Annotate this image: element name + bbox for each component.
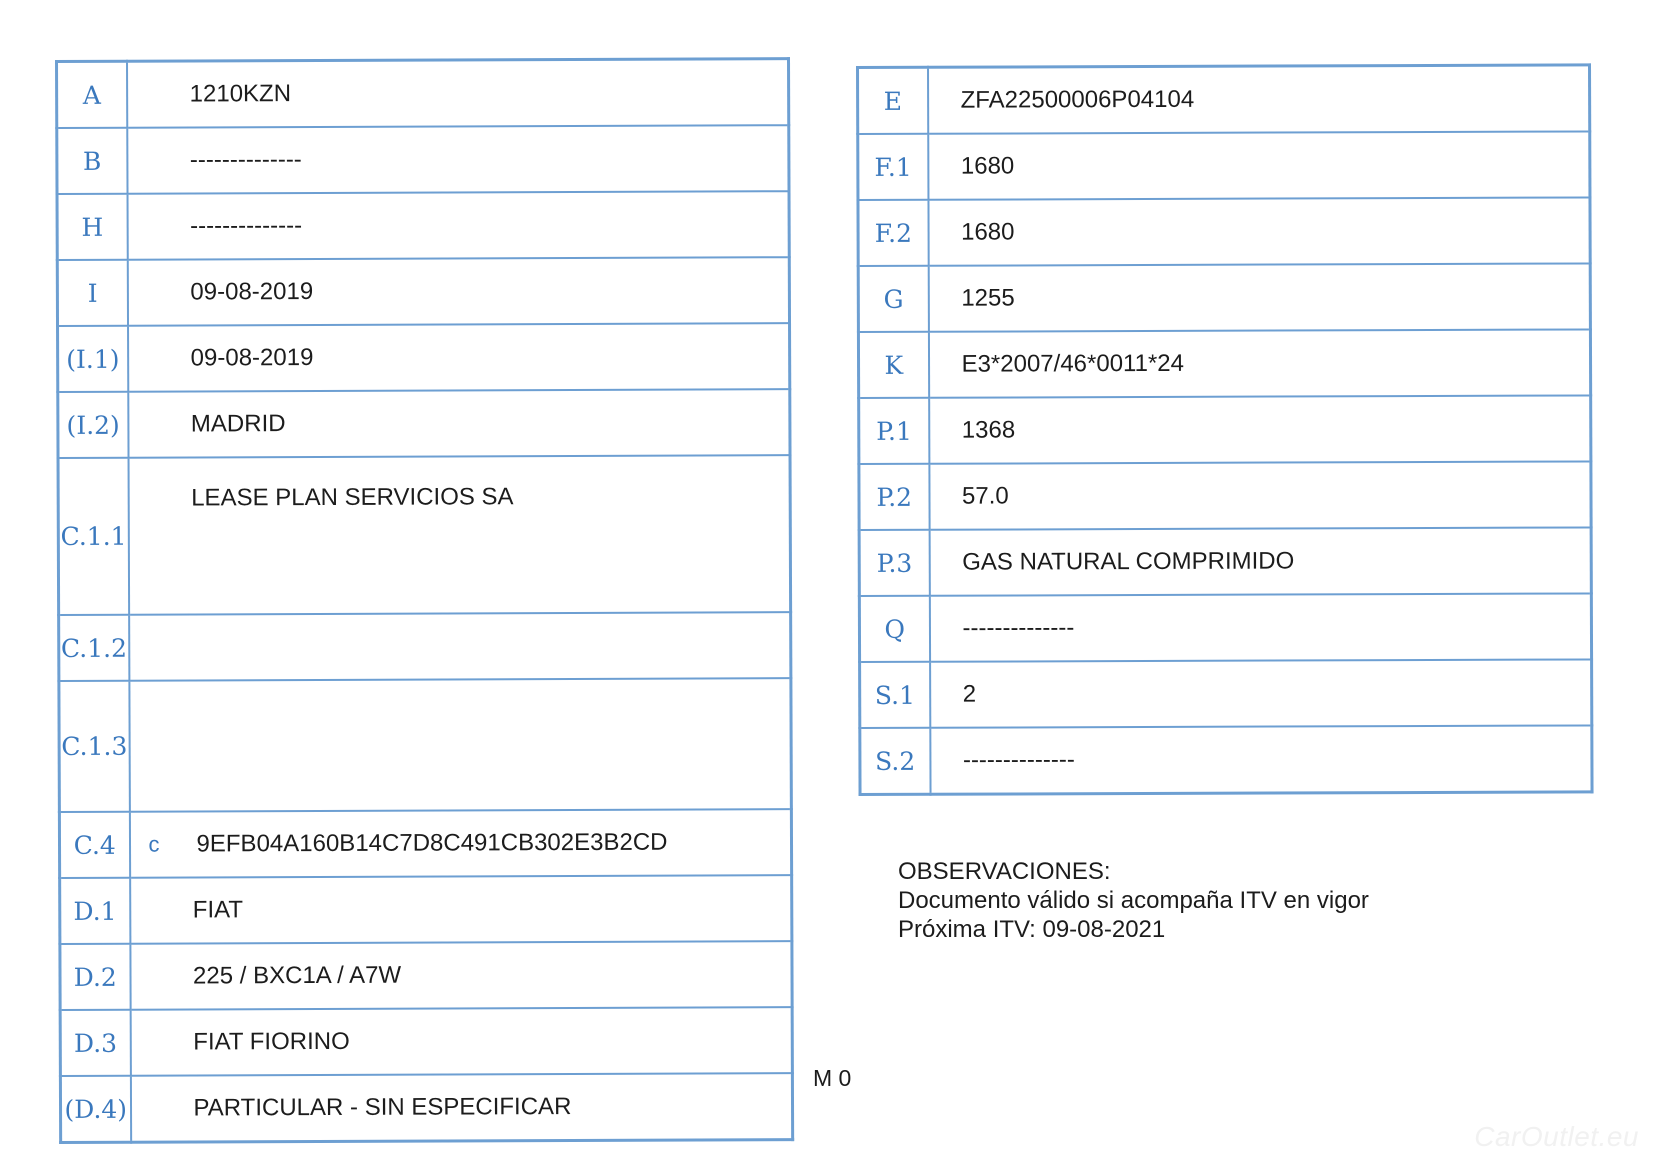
field-code: F.2 bbox=[858, 200, 928, 266]
field-code: B bbox=[57, 128, 127, 194]
field-value bbox=[129, 678, 791, 812]
left-fields-table bbox=[55, 57, 794, 1144]
field-code: E bbox=[858, 67, 928, 134]
field-value: 57.0 bbox=[929, 461, 1591, 529]
c4-content bbox=[148, 828, 790, 858]
field-value: 1255 bbox=[928, 263, 1590, 331]
watermark: CarOutlet.eu bbox=[1474, 1121, 1639, 1152]
field-value: PARTICULAR - SIN ESPECIFICAR bbox=[130, 1073, 792, 1142]
row-h bbox=[57, 191, 789, 260]
field-value bbox=[129, 612, 791, 681]
right-fields-table bbox=[856, 63, 1594, 796]
field-code: C.1.2 bbox=[59, 615, 129, 681]
row-c11 bbox=[58, 455, 791, 615]
field-value: -------------- bbox=[930, 725, 1592, 794]
field-code: P.1 bbox=[859, 398, 929, 464]
row-g bbox=[858, 263, 1590, 332]
field-value: FIAT bbox=[130, 875, 792, 944]
field-value: FIAT FIORINO bbox=[130, 1007, 792, 1076]
observaciones-block bbox=[898, 857, 1369, 944]
row-i bbox=[57, 257, 789, 326]
field-value: ZFA22500006P04104 bbox=[928, 65, 1590, 134]
row-d1 bbox=[60, 875, 792, 944]
field-code: H bbox=[57, 194, 127, 260]
row-c12 bbox=[59, 612, 791, 681]
row-k bbox=[858, 329, 1590, 398]
row-q bbox=[859, 593, 1591, 662]
row-s2 bbox=[860, 725, 1592, 794]
row-p2 bbox=[859, 461, 1591, 530]
row-a bbox=[57, 59, 789, 128]
field-value: 1210KZN bbox=[127, 59, 789, 128]
row-d4 bbox=[60, 1073, 792, 1142]
field-code: I bbox=[57, 260, 127, 326]
observaciones-line: Documento válido si acompaña ITV en vigor bbox=[898, 887, 1369, 914]
field-value: 09-08-2019 bbox=[127, 257, 789, 326]
field-value: 1368 bbox=[929, 395, 1591, 463]
row-f1 bbox=[858, 131, 1590, 200]
field-code: K bbox=[858, 332, 928, 398]
field-value: 09-08-2019 bbox=[128, 323, 790, 392]
field-code: D.2 bbox=[60, 944, 130, 1010]
field-value: -------------- bbox=[127, 191, 789, 260]
field-value: 2 bbox=[930, 659, 1592, 727]
field-code: P.3 bbox=[859, 530, 929, 596]
field-code: C.4 bbox=[59, 812, 129, 878]
field-value: E3*2007/46*0011*24 bbox=[928, 329, 1590, 397]
row-i2 bbox=[58, 389, 790, 458]
field-value: 9EFB04A160B14C7D8C491CB302E3B2CD bbox=[196, 828, 668, 858]
field-value: -------------- bbox=[127, 125, 789, 194]
field-value: LEASE PLAN SERVICIOS SA bbox=[128, 455, 791, 615]
field-value: MADRID bbox=[128, 389, 790, 458]
m0-mark: M 0 bbox=[813, 1065, 852, 1091]
field-code: G bbox=[858, 266, 928, 332]
field-value: 1680 bbox=[928, 131, 1590, 199]
field-value: 1680 bbox=[928, 197, 1590, 265]
row-f2 bbox=[858, 197, 1590, 266]
row-b bbox=[57, 125, 789, 194]
row-p3 bbox=[859, 527, 1591, 596]
row-e bbox=[858, 65, 1590, 134]
row-i1 bbox=[58, 323, 790, 392]
row-c4 bbox=[59, 809, 791, 878]
field-value: GAS NATURAL COMPRIMIDO bbox=[929, 527, 1591, 595]
row-p1 bbox=[859, 395, 1591, 464]
field-code: S.1 bbox=[860, 662, 930, 728]
field-code: P.2 bbox=[859, 464, 929, 530]
field-prefix: c bbox=[148, 831, 160, 857]
row-d2 bbox=[60, 941, 792, 1010]
field-code: (D.4) bbox=[60, 1076, 130, 1143]
field-value: 225 / BXC1A / A7W bbox=[130, 941, 792, 1010]
field-code: C.1.1 bbox=[58, 458, 129, 615]
field-value: -------------- bbox=[929, 593, 1591, 661]
observaciones-title: OBSERVACIONES: bbox=[898, 858, 1111, 885]
observaciones-line: Próxima ITV: 09-08-2021 bbox=[898, 916, 1166, 943]
field-code: C.1.3 bbox=[59, 681, 130, 812]
field-code: (I.1) bbox=[58, 326, 128, 392]
row-c13 bbox=[59, 678, 791, 812]
field-code: A bbox=[57, 61, 127, 128]
row-d3 bbox=[60, 1007, 792, 1076]
field-code: Q bbox=[859, 596, 929, 662]
field-code: F.1 bbox=[858, 134, 928, 200]
field-code: S.2 bbox=[860, 728, 930, 795]
field-value-cell bbox=[129, 809, 791, 878]
field-code: D.1 bbox=[60, 878, 130, 944]
field-code: (I.2) bbox=[58, 392, 128, 458]
field-code: D.3 bbox=[60, 1010, 130, 1076]
row-s1 bbox=[860, 659, 1592, 728]
